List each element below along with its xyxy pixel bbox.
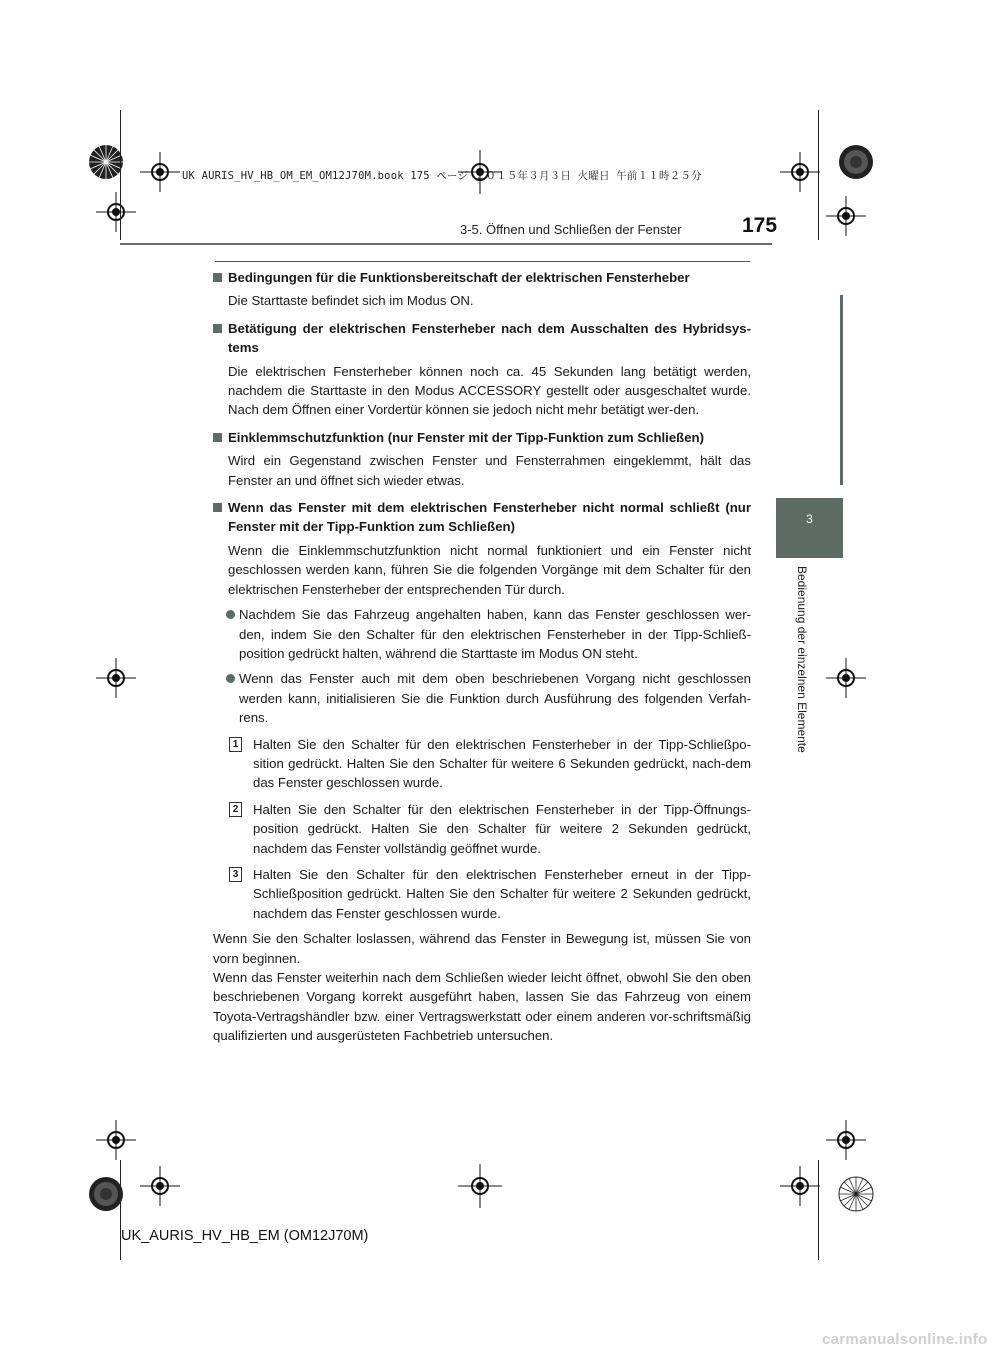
trim-line: [818, 110, 819, 240]
step-text: Halten Sie den Schalter für den elektrischen Fensterheber in der Tipp-Öffnungs-position gedrückt. Halten Sie den Schalter für weitere 2 Sekunden gedrückt, nachdem das Fenster vollständig geöffnet wurde.: [253, 801, 751, 856]
chapter-label: Bedienung der einzelnen Elemente: [795, 566, 809, 753]
registration-mark-top-right: [780, 152, 820, 192]
step-text: Halten Sie den Schalter für den elektrischen Fensterheber in der Tipp-Schließpo-sition gedrückt. Halten Sie den Schalter für weitere 6 Sekunden gedrückt, nach-dem das Fenster geschlossen wurde.: [253, 736, 751, 791]
trim-line: [120, 1160, 121, 1260]
section-title: 3-5. Öffnen und Schließen der Fenster: [460, 222, 682, 237]
header-rule: [120, 243, 772, 245]
content-rule: [215, 261, 750, 262]
section-body: Die elektrischen Fensterheber können noch ca. 45 Sekunden lang betätigt werden, nachdem die Starttaste in den Modus ACCESSORY gestellt oder ausgeschaltet wurde. Nach dem Öffnen einer Vordertür können sie jedoch nicht mehr betätigt wer-den.: [228, 363, 751, 418]
registration-mark-bottom-left: [96, 1120, 136, 1160]
step-number: 2: [229, 802, 242, 817]
starburst-mark-bottom-left: [88, 1176, 124, 1212]
registration-mark-mid-left: [96, 658, 136, 698]
registration-mark-bottom-left-2: [140, 1166, 180, 1206]
registration-mark-mid-right: [826, 658, 866, 698]
section-body: Wird ein Gegenstand zwischen Fenster und Fensterrahmen eingeklemmt, hält das Fenster an und öffnet sich wieder etwas.: [228, 453, 751, 488]
chapter-tab: [776, 498, 843, 558]
step-text: Halten Sie den Schalter für den elektrischen Fensterheber erneut in der Tipp-Schließposition gedrückt. Halten Sie den Schalter für weitere 2 Sekunden gedrückt, nachdem das Fenster geschlossen wurde.: [253, 866, 751, 921]
section-body: Wenn die Einklemmschutzfunktion nicht normal funktioniert und ein Fenster nicht geschlossen werden kann, führen Sie die folgenden Vorgänge mit dem Schalter für den elektrischen Fensterheber der entsprechenden Tür durch.: [228, 542, 751, 597]
section-heading: Wenn das Fenster mit dem elektrischen Fensterheber nicht normal schließt (nur Fenster mit der Tipp-Funktion zum Schließen): [213, 498, 751, 537]
book-info-line: UK AURIS_HV_HB_OM_EM_OM12J70M.book 175 ページ ２０１５年３月３日 火曜日 午前１１時２５分: [182, 170, 702, 182]
step-number: 3: [229, 867, 242, 882]
note-text: Wenn das Fenster weiterhin nach dem Schließen wieder leicht öffnet, obwohl Sie den oben beschriebenen Vorgang korrekt ausgeführt haben, lassen Sie das Fahrzeug von einem Toyota-Vertragshändler bzw. einer Vertragswerkstatt oder einem anderen vor-schriftsmäßig qualifizierten und ausgerüsteten Fachbetrieb untersuchen.: [213, 970, 751, 1044]
trim-line: [120, 110, 121, 240]
starburst-mark-bottom-right: [838, 1176, 874, 1212]
section-heading: Bedingungen für die Funktionsbereitschaft der elektrischen Fensterheber: [213, 268, 751, 287]
trim-line: [818, 1160, 819, 1260]
registration-mark-top-right-2: [826, 196, 866, 236]
step-item: [213, 800, 751, 858]
step-item: [213, 735, 751, 793]
section-heading: Einklemmschutzfunktion (nur Fenster mit der Tipp-Funktion zum Schließen): [213, 428, 751, 447]
main-content: [213, 268, 751, 1046]
registration-mark-top-left: [96, 192, 136, 232]
registration-mark-bottom-right-2: [826, 1120, 866, 1160]
section-heading: Betätigung der elektrischen Fensterheber nach dem Ausschalten des Hybridsys-tems: [213, 319, 751, 358]
watermark: carmanualsonline.info: [822, 1331, 988, 1348]
manual-code: UK_AURIS_HV_HB_EM (OM12J70M): [121, 1228, 369, 1244]
bullet-item: Nachdem Sie das Fahrzeug angehalten haben, kann das Fenster geschlossen wer-den, indem Sie den Schalter für den elektrischen Fensterheber in der Tipp-Schließ-position gedrückt halten, während die Starttaste im Modus ON steht.: [213, 605, 751, 663]
step-item: [213, 865, 751, 923]
note-text: Wenn Sie den Schalter loslassen, während das Fenster in Bewegung ist, müssen Sie von vorn beginnen.: [213, 931, 751, 966]
registration-mark-top-left-2: [140, 152, 180, 192]
starburst-mark-top-left: [88, 144, 124, 180]
starburst-mark-top-right: [838, 144, 874, 180]
chapter-number: 3: [806, 512, 813, 526]
section-body: Die Starttaste befindet sich im Modus ON.: [228, 293, 474, 309]
registration-mark-bottom-right: [780, 1166, 820, 1206]
bullet-item: Wenn das Fenster auch mit dem oben beschriebenen Vorgang nicht geschlossen werden kann, initialisieren Sie die Funktion durch Ausführung des folgenden Verfah-rens.: [213, 669, 751, 727]
registration-mark-bottom-center: [458, 1164, 502, 1208]
step-number: 1: [229, 737, 242, 752]
page-number: 175: [742, 214, 778, 237]
side-tab-line: [840, 295, 843, 485]
